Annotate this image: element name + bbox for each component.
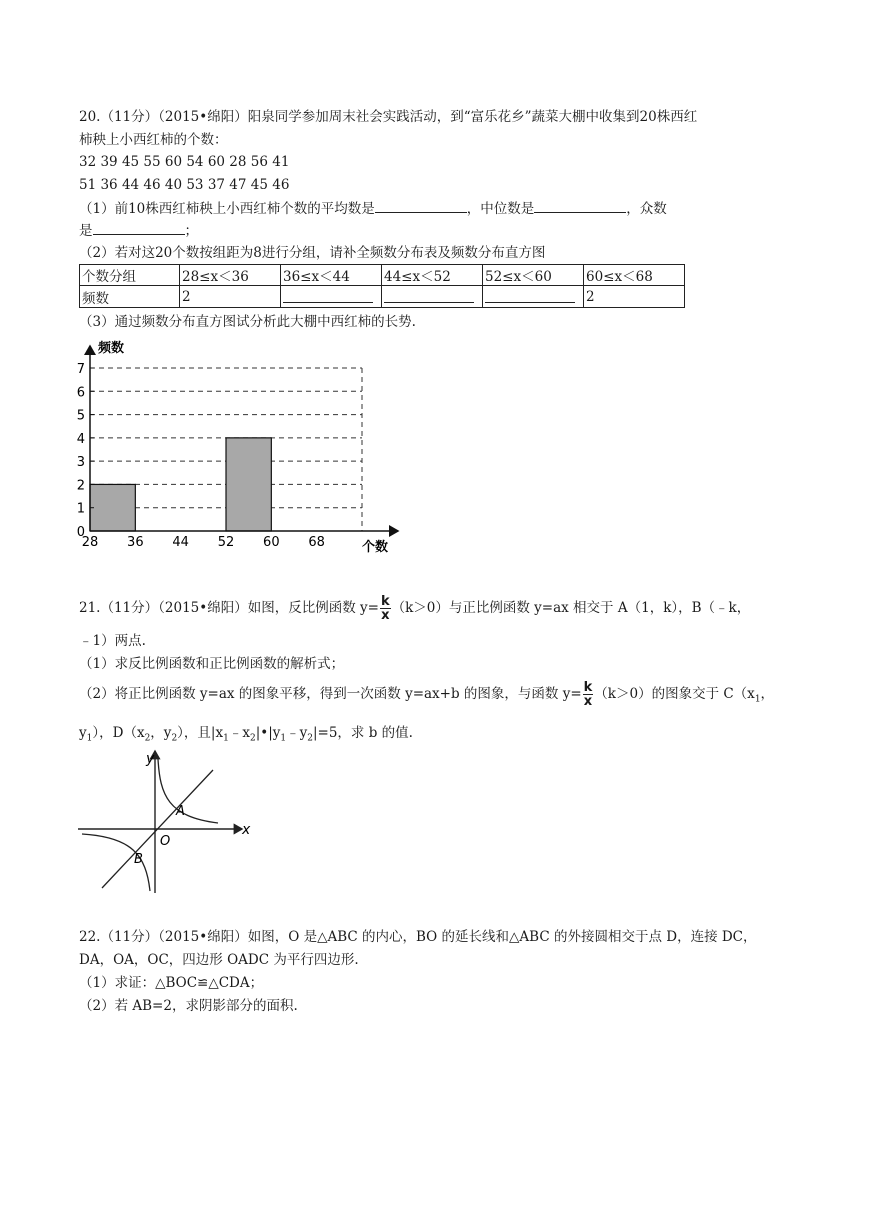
y-tick-label: 3	[76, 455, 85, 471]
y-tick-label: 2	[76, 478, 85, 494]
graph-origin-label: O	[160, 834, 171, 849]
point-a-label: A	[176, 804, 185, 819]
y-tick-label: 6	[76, 385, 85, 401]
function-graph-figure	[76, 745, 256, 895]
mode-blank[interactable]	[93, 221, 185, 235]
q21-part2-text-a: （2）将正比例函数 y=ax 的图象平移，得到一次函数 y=ax+b 的图象，与函数 y=	[79, 686, 582, 702]
table-cell-group: 52≤x＜60	[483, 265, 584, 286]
q20-part1	[79, 199, 667, 218]
y-tick-label: 7	[76, 362, 85, 377]
q22-part2: （2）若 AB=2，求阴影部分的面积.	[79, 998, 298, 1014]
x-tick-label: 36	[127, 535, 144, 550]
table-cell-group: 36≤x＜44	[281, 265, 382, 286]
table-row-groups	[80, 265, 685, 286]
x-axis-label: 个数	[362, 540, 389, 555]
q22-part1: （1）求证：△BOC≌△CDA；	[79, 975, 264, 991]
q20-part1-text-a: （1）前10株西红柿秧上小西红柿个数的平均数是	[79, 201, 375, 217]
q22-line2: DA，OA，OC，四边形 OADC 为平行四边形.	[79, 952, 359, 968]
q21-line1	[79, 594, 750, 622]
y-tick-label: 1	[76, 501, 85, 517]
graph-y-label: y	[146, 751, 155, 767]
q21-part1: （1）求反比例函数和正比例函数的解析式；	[79, 656, 345, 672]
q21-line2: ﹣1）两点.	[79, 633, 146, 649]
histogram-chart	[70, 338, 410, 560]
x-tick-label: 44	[172, 535, 189, 550]
q20-data-row2: 51 36 44 46 40 53 37 47 45 46	[79, 177, 290, 193]
fraction-k-over-x	[583, 681, 594, 708]
table-cell-freq-blank[interactable]	[281, 286, 382, 308]
subscript: 1	[280, 733, 287, 744]
y-tick-label: 4	[76, 431, 85, 447]
table-header-groups: 个数分组	[80, 265, 180, 286]
q20-part1-text-c: ，众数	[626, 201, 667, 217]
q21-part2-text-b: （k＞0）的图象交于 C（x	[594, 686, 755, 702]
subscript: 2	[171, 733, 178, 744]
table-cell-freq-blank[interactable]	[382, 286, 483, 308]
graph-x-label: x	[242, 822, 251, 838]
table-cell-freq-blank[interactable]	[483, 286, 584, 308]
table-cell-group: 28≤x＜36	[180, 265, 281, 286]
q21-text-a: 21.（11分）（2015•绵阳）如图，反比例函数 y=	[79, 600, 379, 616]
fraction-numerator: k	[380, 594, 390, 609]
freq-blank[interactable]	[283, 286, 373, 303]
fraction-numerator: k	[583, 680, 593, 695]
table-cell-group: 60≤x＜68	[584, 265, 685, 286]
q21-line3-text: ），D（x	[92, 725, 145, 741]
fraction-denominator: x	[583, 694, 593, 709]
x-tick-label: 52	[217, 535, 235, 550]
mean-blank[interactable]	[375, 199, 467, 213]
q21-part2-text-end: ，	[760, 686, 775, 702]
q20-line1: 20.（11分）（2015•绵阳）阳泉同学参加周末社会实践活动，到“富乐花乡”蔬菜大棚中收集到20株西红	[79, 109, 698, 125]
q20-part1-text-d: 是	[79, 223, 93, 239]
q21-line3-text: ﹣x	[228, 725, 250, 741]
q21-line3-text: |•|y	[255, 725, 281, 741]
q20-part3: （3）通过频数分布直方图试分析此大棚中西红柿的长势.	[79, 314, 416, 330]
q21-line3-text: |=5，求 b 的值.	[312, 725, 413, 741]
table-cell-freq: 2	[180, 286, 281, 308]
y-tick-label: 5	[76, 408, 85, 424]
subscript: 1	[223, 733, 229, 744]
histogram-bar	[226, 438, 271, 531]
table-cell-freq: 2	[584, 286, 685, 308]
y-axis-label: 频数	[98, 341, 125, 356]
fraction-k-over-x	[380, 595, 391, 622]
q21-line3-text: ﹣y	[286, 725, 308, 741]
subscript: 1	[754, 694, 761, 705]
subscript: 2	[144, 733, 151, 744]
freq-blank[interactable]	[384, 286, 474, 303]
freq-blank[interactable]	[485, 286, 575, 303]
q21-part2	[79, 680, 774, 714]
q22-line1: 22.（11分）（2015•绵阳）如图，O 是△ABC 的内心，BO 的延长线和△ABC 的外接圆相交于点 D，连接 DC，	[79, 929, 757, 945]
table-cell-group: 44≤x＜52	[382, 265, 483, 286]
q20-part1-text-e: ；	[184, 223, 198, 239]
subscript: 2	[307, 733, 313, 744]
subscript: 2	[249, 733, 256, 744]
hyperbola-branch-upper	[158, 759, 218, 823]
q20-part2: （2）若对这20个数按组距为8进行分组，请补全频数分布表及频数分布直方图	[79, 245, 546, 261]
q20-part1-cont	[79, 221, 198, 240]
q21-line3-text: ，y	[150, 725, 172, 741]
q21-line3-text: ），且|x	[177, 725, 224, 741]
table-header-freq: 频数	[80, 286, 180, 308]
q20-data-row1: 32 39 45 55 60 54 60 28 56 41	[79, 154, 290, 170]
histogram-bar	[90, 484, 135, 531]
q21-text-b: （k＞0）与正比例函数 y=ax 相交于 A（1，k），B（﹣k，	[391, 600, 751, 616]
x-tick-label: 68	[308, 535, 325, 550]
q20-line2: 柿秧上小西红柿的个数：	[79, 132, 228, 148]
y-tick-label: 0	[76, 525, 85, 540]
point-b-label: B	[134, 852, 143, 867]
q20-part1-text-b: ，中位数是	[466, 201, 535, 217]
table-row-freq	[80, 286, 685, 308]
frequency-table	[79, 264, 685, 308]
q21-line3-text: y	[79, 725, 87, 741]
subscript: 1	[86, 733, 93, 744]
median-blank[interactable]	[534, 199, 626, 213]
fraction-denominator: x	[381, 608, 390, 623]
x-tick-label: 28	[81, 535, 99, 550]
x-tick-label: 60	[263, 535, 280, 550]
